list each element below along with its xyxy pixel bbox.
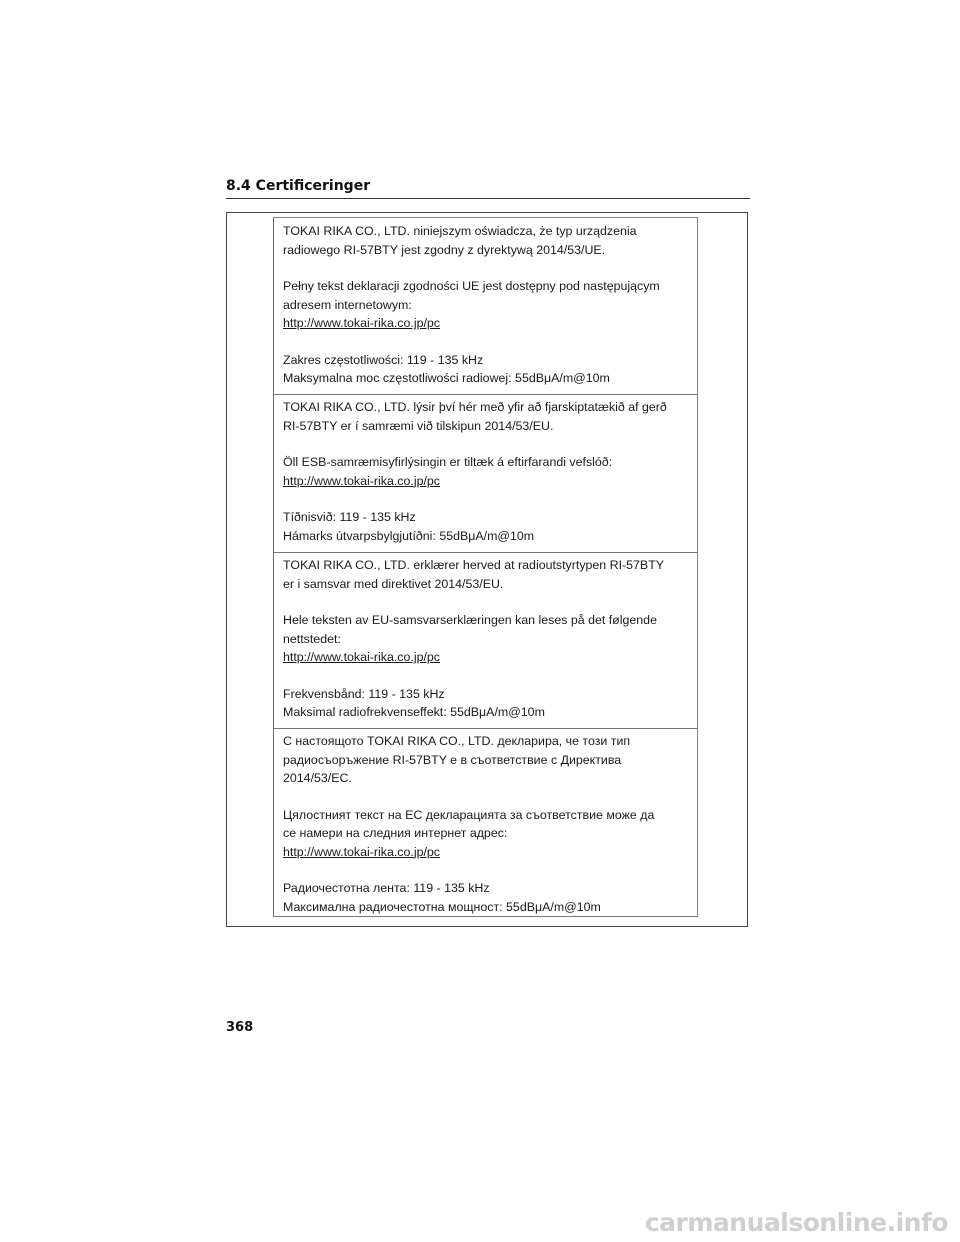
frequency-range: Frekvensbånd: 119 - 135 kHz xyxy=(283,686,445,701)
declaration-norwegian xyxy=(283,556,688,722)
fulltext-line: adresem internetowym: xyxy=(283,297,412,312)
declaration-icelandic xyxy=(283,398,688,545)
watermark-text: carmanualsonline.info xyxy=(644,1208,948,1237)
frequency-range: Zakres częstotliwości: 119 - 135 kHz xyxy=(283,352,484,367)
statement-line: TOKAI RIKA CO., LTD. lýsir því hér með yfir að fjarskiptatækið af gerð xyxy=(283,400,667,414)
fulltext-line: Цялостният текст на ЕС декларацията за съответствие може да xyxy=(283,807,655,822)
fulltext-line: се намери на следния интернет адрес: xyxy=(283,826,508,840)
statement-line: 2014/53/ЕС. xyxy=(283,771,352,785)
frequency-range: Радиочестотна лента: 119 - 135 kHz xyxy=(283,881,490,895)
section-divider xyxy=(273,728,698,729)
declaration-url-link[interactable]: http://www.tokai-rika.co.jp/pc xyxy=(283,316,441,330)
section-title: 8.4 Certificeringer xyxy=(226,178,371,194)
page-number: 368 xyxy=(226,1020,254,1035)
declaration-bottom-rule xyxy=(273,916,698,917)
max-power: Maksymalna moc częstotliwości radiowej: 55dBμA/m@10m xyxy=(283,371,610,385)
title-rule xyxy=(226,198,750,199)
statement-line: радиосъоръжение RI-57BTY е в съответствие с Директива xyxy=(283,752,622,767)
statement-line: er i samsvar med direktivet 2014/53/EU. xyxy=(283,576,504,591)
section-divider xyxy=(273,394,698,395)
fulltext-line: nettstedet: xyxy=(283,631,341,646)
statement-line: radiowego RI-57BTY jest zgodny z dyrektywą 2014/53/UE. xyxy=(283,242,606,257)
fulltext-line: Hele teksten av EU-samsvarserklæringen kan leses på det følgende xyxy=(283,613,657,627)
declaration-url-link[interactable]: http://www.tokai-rika.co.jp/pc xyxy=(283,650,441,664)
frequency-range: Tíðnisvið: 119 - 135 kHz xyxy=(283,510,416,524)
statement-line: С настоящото TOKAI RIKA CO., LTD. декларира, че този тип xyxy=(283,734,631,748)
declaration-polish xyxy=(283,222,688,388)
section-divider xyxy=(273,552,698,553)
declaration-bulgarian xyxy=(283,732,688,916)
fulltext-line: Öll ESB-samræmisyfirlýsingin er tiltæk á eftirfarandi vefslóð: xyxy=(283,455,613,469)
statement-line: TOKAI RIKA CO., LTD. niniejszym oświadcza, że typ urządzenia xyxy=(283,224,637,238)
max-power: Hámarks útvarpsbylgjutíðni: 55dBμA/m@10m xyxy=(283,528,535,543)
declaration-url-link[interactable]: http://www.tokai-rika.co.jp/pc xyxy=(283,844,441,859)
max-power: Maksimal radiofrekvenseffekt: 55dBμA/m@10m xyxy=(283,705,545,719)
max-power: Максимална радиочестотна мощност: 55dBμA/m@10m xyxy=(283,899,601,914)
declaration-url-link[interactable]: http://www.tokai-rika.co.jp/pc xyxy=(283,473,441,488)
statement-line: RI-57BTY er í samræmi við tilskipun 2014/53/EU. xyxy=(283,418,554,433)
declaration-top-rule xyxy=(273,217,698,218)
statement-line: TOKAI RIKA CO., LTD. erklærer herved at radioutstyrtypen RI-57BTY xyxy=(283,558,665,572)
fulltext-line: Pełny tekst deklaracji zgodności UE jest dostępny pod następującym xyxy=(283,279,660,293)
